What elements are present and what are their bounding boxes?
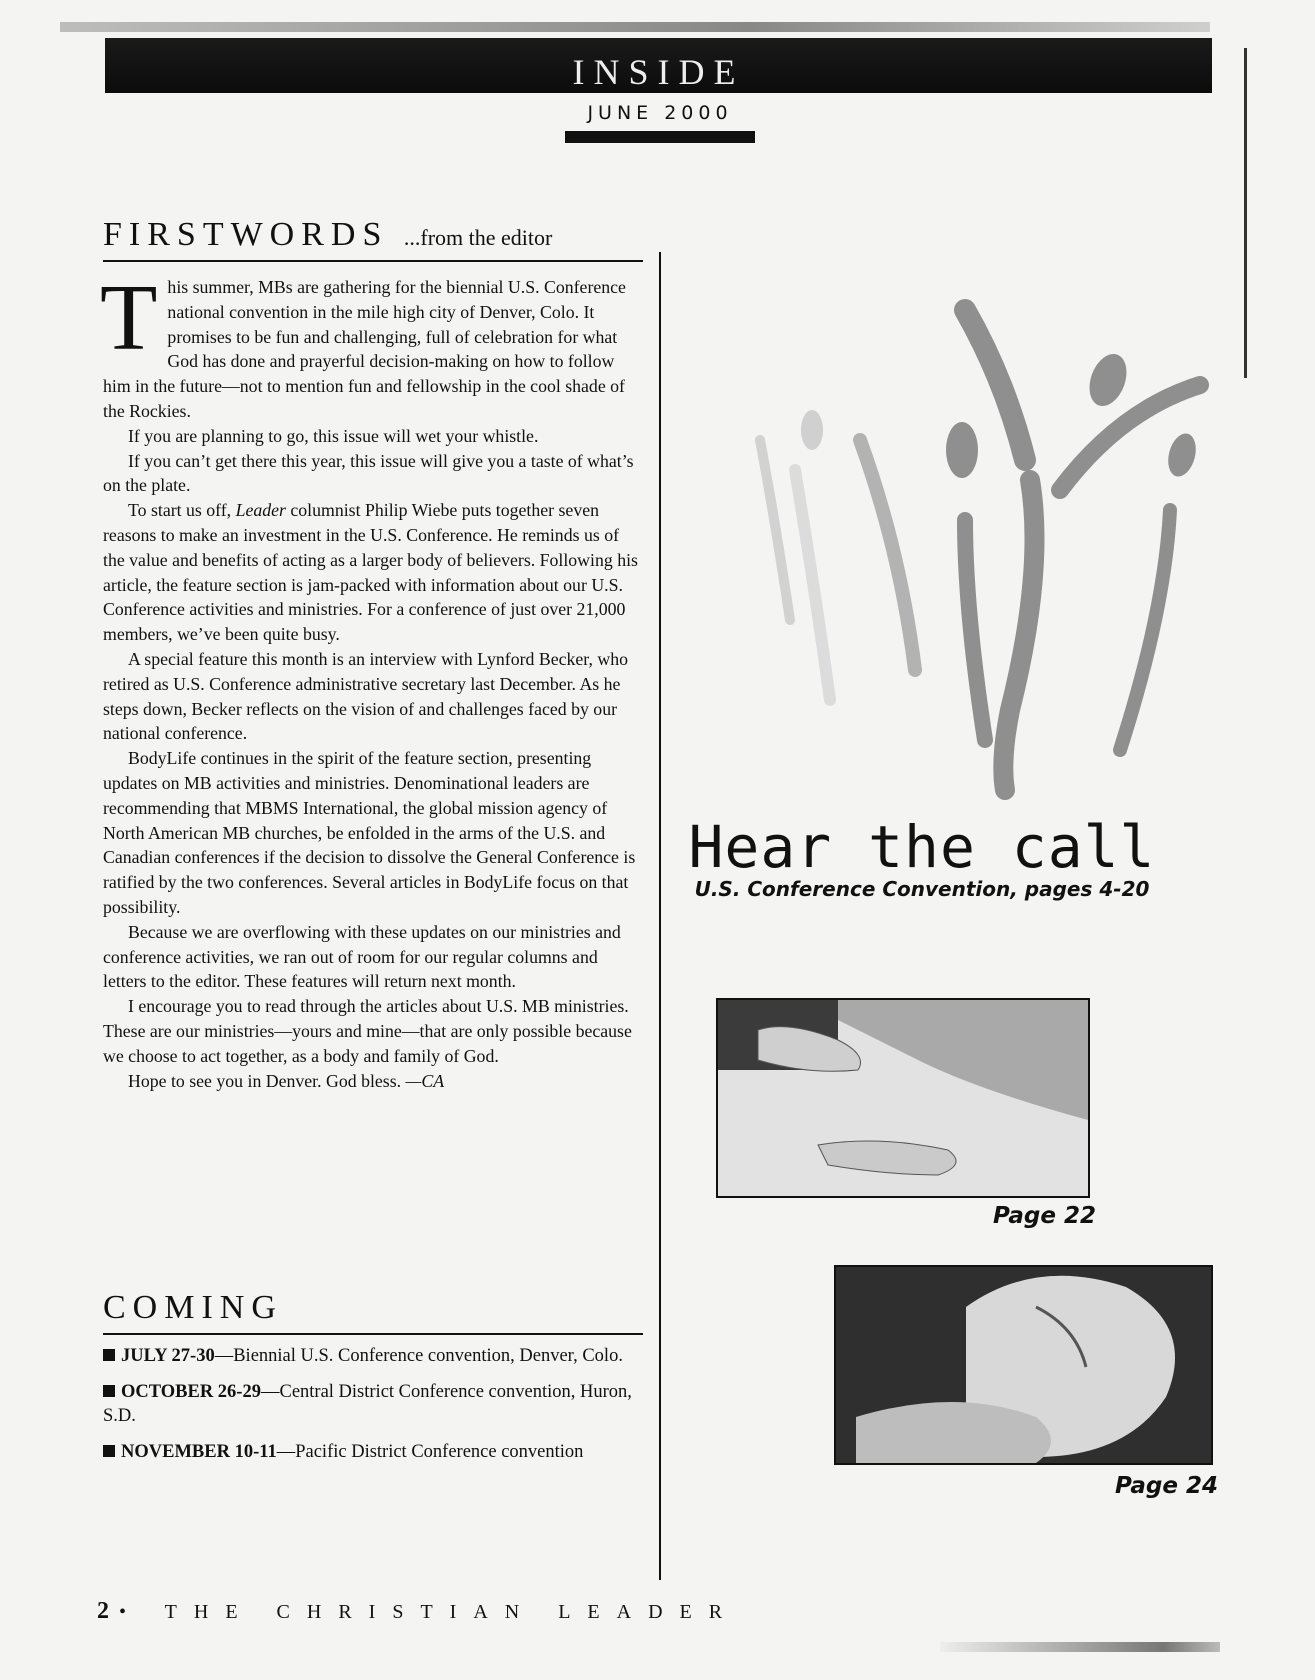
firstwords-subtitle: ...from the editor <box>403 225 553 250</box>
bottom-decorative-stripe <box>940 1642 1220 1652</box>
convention-logo-figures <box>700 290 1260 830</box>
article-paragraph-9: Hope to see you in Denver. God bless. —CA <box>128 1070 445 1091</box>
article-paragraph-5: A special feature this month is an interview with Lynford Becker, who retired as U.S. Conference administrative secretary last December. As he steps down, Becker reflects on the vision of and challenges faced by our national conference. <box>103 648 629 744</box>
feature-subtitle: U.S. Conference Convention, pages 4-20 <box>694 877 1150 901</box>
photo-page-22 <box>716 998 1090 1198</box>
publication-name: THE CHRISTIAN LEADER <box>164 1601 740 1623</box>
firstwords-title: FIRSTWORDS <box>103 216 389 253</box>
page-footer <box>97 1598 739 1625</box>
firstwords-rule <box>103 260 643 262</box>
banner-title: INSIDE <box>572 52 745 92</box>
top-decorative-stripe <box>60 22 1210 32</box>
photo-caption-page-22: Page 22 <box>993 1203 1096 1229</box>
article-paragraph-8: I encourage you to read through the articles about U.S. MB ministries. These are our ministries—yours and mine—that are only possible because we choose to act together, as a body and family of God. <box>103 996 632 1066</box>
hands-photo <box>718 1000 1088 1196</box>
editorial-article <box>100 266 643 1093</box>
column-divider <box>659 252 661 1580</box>
bullet-square-icon <box>103 1445 115 1457</box>
article-paragraph-6: BodyLife continues in the spirit of the feature section, presenting updates on MB activities and ministries. Denominational leaders are recommending that MBMS International, the global mission agency of North American MB churches, be enfolded in the arms of the U.S. and Canadian conferences if the decision to dissolve the General Conference is ratified by the two conferences. Several articles in BodyLife focus on that possibility. <box>103 748 636 917</box>
bullet-square-icon <box>103 1385 115 1397</box>
page-number: 2 <box>97 1598 109 1624</box>
bullet-square-icon <box>103 1349 115 1361</box>
coming-rule <box>103 1333 643 1335</box>
feature-title: Hear the call <box>688 813 1156 881</box>
article-paragraph-1: This summer, MBs are gathering for the biennial U.S. Conference national convention in the mile high city of Denver, Colo. It promises to be fun and challenging, full of celebration for what God has done and prayerful decision-making on how to follow him in the future—not to mention fun and fellowship in the cool shade of the Rockies. <box>100 266 626 421</box>
event-item: JULY 27-30—Biennial U.S. Conference convention, Denver, Colo. <box>103 1344 643 1368</box>
editor-signature: —CA <box>405 1070 445 1091</box>
article-paragraph-7: Because we are overflowing with these updates on our ministries and conference activities, we ran out of room for our regular columns and letters to the editor. These features will return next month. <box>103 921 621 992</box>
footer-separator: • <box>119 1601 144 1623</box>
photo-caption-page-24: Page 24 <box>1115 1473 1218 1499</box>
firstwords-heading <box>103 215 552 258</box>
inside-banner <box>105 38 1212 93</box>
praying-person-photo <box>836 1267 1211 1463</box>
event-item: NOVEMBER 10-11—Pacific District Conference convention <box>103 1440 643 1464</box>
drop-cap: T <box>100 266 158 370</box>
article-paragraph-4: To start us off, Leader columnist Philip Wiebe puts together seven reasons to make an investment in the U.S. Conference. He reminds us of the value and benefits of acting as a larger body of believers. Following his article, the feature section is jam-packed with information about our U.S. Conference activities and ministries. For a conference of just over 21,000 members, we’ve been quite busy. <box>103 500 638 645</box>
issue-date: JUNE 2000 <box>587 102 733 124</box>
leader-italic: Leader <box>235 500 286 521</box>
date-underline-bar <box>565 131 755 143</box>
event-item: OCTOBER 26-29—Central District Conference convention, Huron, S.D. <box>103 1382 632 1426</box>
article-paragraph-2: If you are planning to go, this issue will wet your whistle. <box>128 425 539 446</box>
photo-page-24 <box>834 1265 1213 1465</box>
coming-heading: COMING <box>103 1289 283 1326</box>
article-paragraph-3: If you can’t get there this year, this issue will give you a taste of what’s on the plate. <box>103 450 634 496</box>
coming-events-list <box>103 1344 643 1476</box>
